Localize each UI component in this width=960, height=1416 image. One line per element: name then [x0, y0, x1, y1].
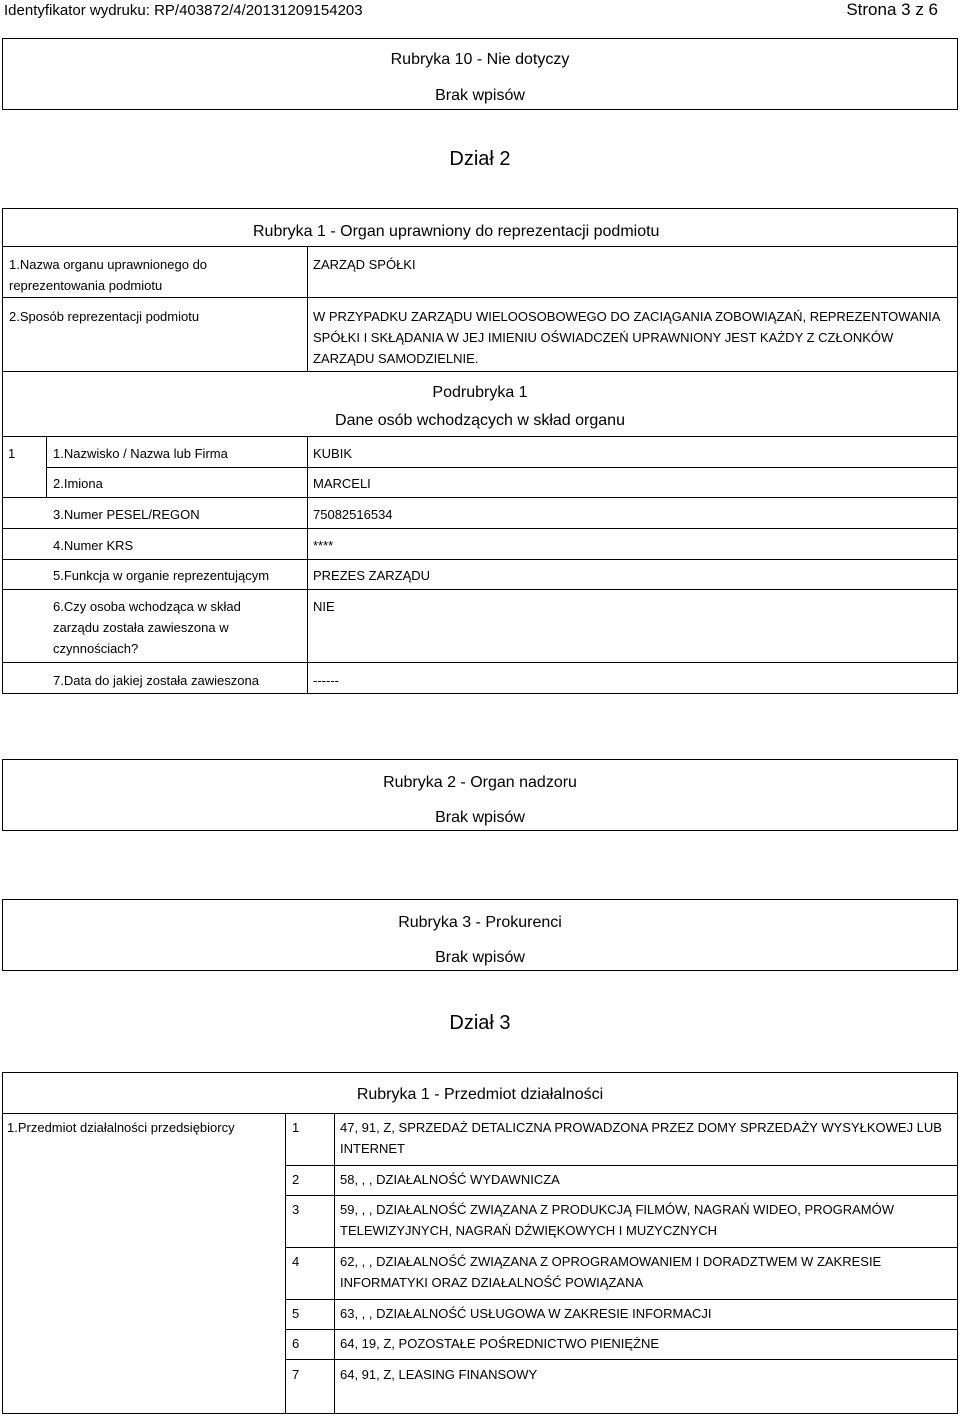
print-identifier: Identyfikator wydruku: RP/403872/4/20131209154203	[4, 2, 363, 19]
rubryka-10-title: Rubryka 10 - Nie dotyczy	[390, 51, 570, 68]
activity-text-cell	[334, 1195, 958, 1248]
rubryka-1-przedmiot-box	[2, 1072, 958, 1114]
podrubryka-1-subtitle: Dane osób wchodzących w skład organu	[335, 412, 625, 429]
activity-text: 47, 91, Z, SPRZEDAŻ DETALICZNA PROWADZONA PRZEZ DOMY SPRZEDAŻY WYSYŁKOWEJ LUB INTERNET	[340, 1120, 942, 1156]
activity-text-cell	[334, 1299, 958, 1330]
activity-no-cell	[285, 1195, 335, 1248]
field-representation-label-cell	[2, 297, 308, 372]
rubryka-1-przedmiot-title: Rubryka 1 - Przedmiot działalności	[356, 1086, 604, 1103]
activity-no: 2	[292, 1172, 300, 1187]
activity-text: 63, , , DZIAŁALNOŚĆ USŁUGOWA W ZAKRESIE INFORMACJI	[340, 1306, 712, 1321]
field-representation-value-cell	[307, 297, 958, 372]
activity-no-cell	[285, 1329, 335, 1360]
dzial-3-title: Dział 3	[449, 1012, 511, 1034]
activity-no-cell	[285, 1359, 335, 1414]
activity-no: 7	[292, 1367, 300, 1382]
person-pesel-value: 75082516534	[313, 507, 393, 522]
person-suspended-date-label: 7.Data do jakiej została zawieszona	[53, 673, 259, 688]
person-krs-value-cell	[307, 528, 958, 560]
rubryka-10-status: Brak wpisów	[435, 87, 525, 104]
activity-text-cell	[334, 1329, 958, 1360]
activity-text: 64, 19, Z, POZOSTAŁE POŚREDNICTWO PIENIĘŻNE	[340, 1336, 660, 1351]
person-pesel-label: 3.Numer PESEL/REGON	[53, 507, 200, 522]
podrubryka-1-box	[2, 371, 958, 437]
person-suspended-value: NIE	[313, 599, 335, 614]
person-suspended-date-value-cell	[307, 662, 958, 694]
activity-text-cell	[334, 1113, 958, 1166]
field-organ-name-value-cell	[307, 246, 958, 298]
rubryka-3-title: Rubryka 3 - Prokurenci	[398, 914, 562, 931]
person-surname-label-cell	[46, 436, 308, 468]
rubryka-2-box	[2, 759, 958, 831]
rubryka-3-box	[2, 899, 958, 971]
activity-no-cell	[285, 1165, 335, 1196]
person-surname-value: KUBIK	[313, 446, 353, 461]
person-names-label-cell	[46, 467, 308, 498]
page-number: Strona 3 z 6	[846, 0, 938, 19]
activity-no: 5	[292, 1306, 300, 1321]
person-index: 1	[8, 446, 16, 461]
activity-text: 59, , , DZIAŁALNOŚĆ ZWIĄZANA Z PRODUKCJĄ FILMÓW, NAGRAŃ WIDEO, PROGRAMÓW TELEWIZYJNYCH, NAGRAŃ DŹWIĘKOWYCH I MUZYCZNYCH	[340, 1202, 895, 1238]
field-organ-name-value: ZARZĄD SPÓŁKI	[313, 257, 416, 272]
activity-text-cell	[334, 1359, 958, 1414]
field-representation-label: 2.Sposób reprezentacji podmiotu	[9, 309, 200, 324]
person-names-label: 2.Imiona	[53, 476, 103, 491]
person-krs-value: ****	[313, 538, 334, 553]
activity-text-cell	[334, 1247, 958, 1300]
person-suspended-date-label-cell	[2, 662, 308, 694]
person-surname-label: 1.Nazwisko / Nazwa lub Firma	[53, 446, 228, 461]
activity-text-cell	[334, 1165, 958, 1196]
person-function-value-cell	[307, 559, 958, 590]
activity-no: 1	[292, 1120, 300, 1135]
person-suspended-label: 6.Czy osoba wchodząca w skład zarządu została zawieszona w czynnościach?	[53, 599, 241, 656]
activity-text: 62, , , DZIAŁALNOŚĆ ZWIĄZANA Z OPROGRAMOWANIEM I DORADZTWEM W ZAKRESIE INFORMATYKI ORAZ DZIAŁALNOŚĆ POWIĄZANA	[340, 1254, 882, 1290]
activity-label: 1.Przedmiot działalności przedsiębiorcy	[7, 1120, 235, 1135]
person-krs-label-cell	[2, 528, 308, 560]
person-index-cell	[2, 436, 47, 498]
podrubryka-1-title: Podrubryka 1	[432, 384, 528, 401]
activity-no-cell	[285, 1113, 335, 1166]
activity-no-cell	[285, 1247, 335, 1300]
rubryka-10-box	[2, 38, 958, 110]
rubryka-3-status: Brak wpisów	[435, 949, 525, 966]
person-suspended-label-cell	[2, 589, 308, 663]
person-function-label-cell	[2, 559, 308, 590]
field-organ-name-label-cell	[2, 246, 308, 298]
activity-no: 4	[292, 1254, 300, 1269]
rubryka-1-organ-title: Rubryka 1 - Organ uprawniony do reprezentacji podmiotu	[253, 223, 660, 240]
person-names-value: MARCELI	[313, 476, 371, 491]
activity-text: 64, 91, Z, LEASING FINANSOWY	[340, 1367, 538, 1382]
person-names-value-cell	[307, 467, 958, 498]
person-krs-label: 4.Numer KRS	[53, 538, 134, 553]
person-suspended-date-value: ------	[313, 673, 339, 688]
activity-text: 58, , , DZIAŁALNOŚĆ WYDAWNICZA	[340, 1172, 560, 1187]
field-representation-value: W PRZYPADKU ZARZĄDU WIELOOSOBOWEGO DO ZACIĄGANIA ZOBOWIĄZAŃ, REPREZENTOWANIA SPÓŁKI I SKŁĄDANIA W JEJ IMIENIU OŚWIADCZEŃ UPRAWNIONY JEST KAŻDY Z CZŁONKÓW ZARZĄDU SAMODZIELNIE.	[313, 309, 940, 366]
person-function-label: 5.Funkcja w organie reprezentującym	[53, 568, 270, 583]
activity-no-cell	[285, 1299, 335, 1330]
activity-no: 6	[292, 1336, 300, 1351]
rubryka-2-title: Rubryka 2 - Organ nadzoru	[383, 774, 577, 791]
field-organ-name-label: 1.Nazwa organu uprawnionego do reprezentowania podmiotu	[9, 257, 208, 293]
person-pesel-label-cell	[2, 497, 308, 529]
person-suspended-value-cell	[307, 589, 958, 663]
person-function-value: PREZES ZARZĄDU	[313, 568, 431, 583]
activity-no: 3	[292, 1202, 300, 1217]
dzial-2-title: Dział 2	[449, 148, 511, 170]
rubryka-2-status: Brak wpisów	[435, 809, 525, 826]
person-surname-value-cell	[307, 436, 958, 468]
person-pesel-value-cell	[307, 497, 958, 529]
activity-label-cell	[2, 1113, 286, 1414]
